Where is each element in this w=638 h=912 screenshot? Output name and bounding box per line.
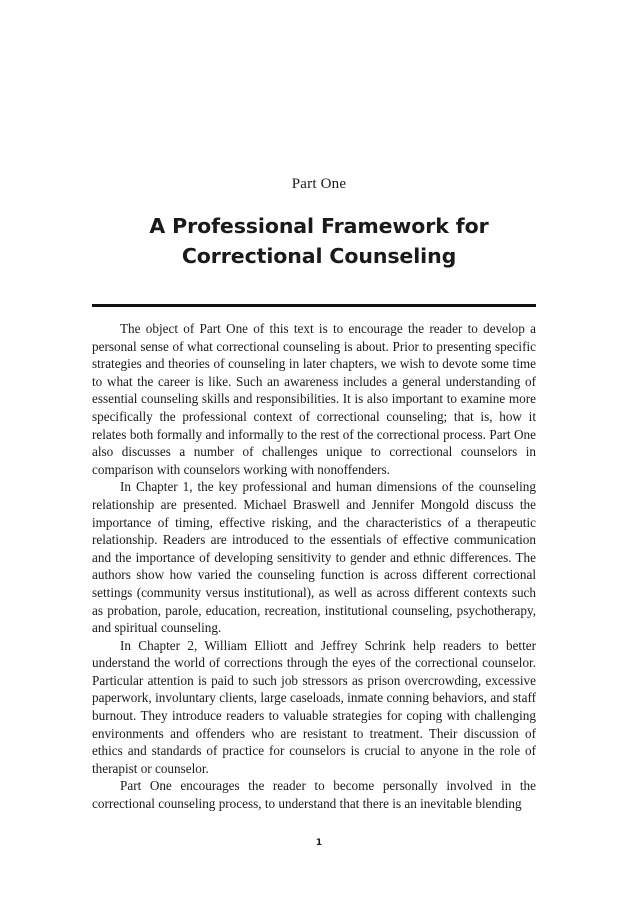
paragraph-1: The object of Part One of this text is to encourage the reader to develop a personal sense of what correctional counseling is about. Prior to presenting specific strategies and theories of counseling in later chapters, we wish to devote some time to what the career is like. Such an awareness includes a general understanding of essential counseling skills and responsibilities. It is also important to examine more specifically the professional context of correctional counseling; that is, how it relates both formally and informally to the rest of the correctional process. Part One also discusses a number of challenges unique to correctional counselors in comparison with counselors working with nonoffenders. bbox=[92, 321, 536, 477]
body-text bbox=[92, 320, 536, 813]
page-number: 1 bbox=[315, 838, 323, 848]
paragraph-2: In Chapter 1, the key professional and human dimensions of the counseling relationship are presented. Michael Braswell and Jennifer Mongold discuss the importance of timing, effective risking, and the characteristics of a therapeutic relationship. Readers are introduced to the essentials of effective communication and the importance of developing sensitivity to gender and ethnic differences. The authors show how varied the counseling function is across different correctional settings (community versus institutional), as well as across different contexts such as probation, parole, education, recreation, institutional counseling, psychotherapy, and spiritual counseling. bbox=[92, 479, 536, 636]
part-title bbox=[0, 211, 638, 271]
part-title-line-1: A Professional Framework for bbox=[149, 214, 489, 238]
part-title-line-2: Correctional Counseling bbox=[181, 244, 457, 268]
title-divider-rule bbox=[92, 304, 536, 307]
part-label: Part One bbox=[291, 176, 347, 192]
paragraph-3: In Chapter 2, William Elliott and Jeffrey Schrink help readers to better understand the world of corrections through the eyes of the correctional counselor. Particular attention is paid to such job stressors as prison overcrowding, excessive paperwork, involuntary clients, large caseloads, inmate conning behaviors, and staff burnout. They introduce readers to valuable strategies for coping with challenging environments and offenders who are resistant to treatment. Their discussion of ethics and standards of practice for counselors is crucial to anyone in the role of therapist or counselor. bbox=[92, 637, 536, 776]
paragraph-4: Part One encourages the reader to become personally involved in the correctional counseling process, to understand that there is an inevitable blending bbox=[92, 778, 536, 812]
